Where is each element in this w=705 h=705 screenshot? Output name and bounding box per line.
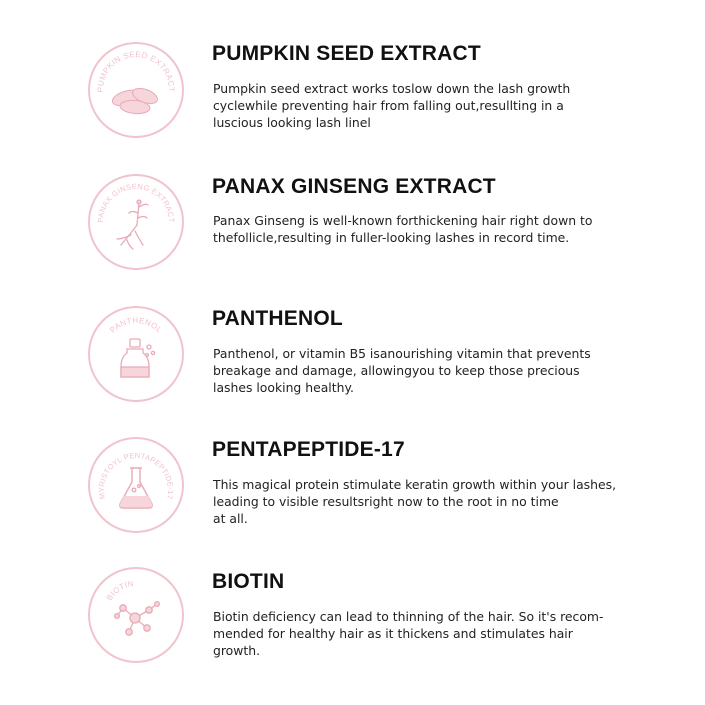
desc-line: thefollicle,resulting in fuller-looking lashes in record time. xyxy=(213,230,570,245)
desc-line: luscious looking lash linel xyxy=(213,115,371,130)
svg-text:MYRISTOYL PENTAPEPTIDE-17 xyxy=(97,451,175,500)
desc-line: breakage and damage, allowingyou to keep those precious xyxy=(213,363,580,378)
desc-line: Pumpkin seed extract works toslow down the lash growth xyxy=(213,81,571,96)
panthenol-badge-text: PANTHENOL xyxy=(108,315,164,335)
biotin-badge-text: BIOTIN xyxy=(104,579,135,603)
svg-text:PANTHENOL xyxy=(108,316,164,335)
pentapeptide-title: PENTAPEPTIDE-17 xyxy=(212,438,405,461)
biotin-title: BIOTIN xyxy=(212,570,285,593)
desc-line: Panax Ginseng is well-known forthickening hair right down to xyxy=(213,213,593,228)
panax-ginseng-badge xyxy=(87,173,185,271)
biotin-description xyxy=(213,608,604,659)
desc-line: at all. xyxy=(213,511,248,526)
pentapeptide-badge-text: MYRISTOYL PENTAPEPTIDE-17 xyxy=(96,450,176,501)
pumpkin-seed-title: PUMPKIN SEED EXTRACT xyxy=(212,42,481,65)
flask-icon xyxy=(120,468,153,508)
pumpkin-seed-badge-text: PUMPKIN SEED EXTRACT xyxy=(95,49,177,93)
molecule-icon xyxy=(115,602,160,636)
panthenol-title: PANTHENOL xyxy=(212,307,343,330)
panax-ginseng-title: PANAX GINSENG EXTRACT xyxy=(212,175,496,198)
desc-line: Panthenol, or vitamin B5 isanourishing vitamin that prevents xyxy=(213,346,591,361)
desc-line: This magical protein stimulate keratin growth within your lashes, xyxy=(213,477,617,492)
desc-line: Biotin deficiency can lead to thinning of the hair. So it's recom- xyxy=(213,609,604,624)
svg-text:PANAX GINSENG EXTRACT xyxy=(96,182,176,223)
desc-line: cyclewhile preventing hair from falling out,resullting in a xyxy=(213,98,564,113)
panthenol-badge xyxy=(87,305,185,403)
svg-text:BIOTIN xyxy=(105,579,135,602)
pentapeptide-description xyxy=(213,476,617,527)
desc-line: growth. xyxy=(213,643,261,658)
pumpkin-seed-badge xyxy=(87,41,185,139)
ginseng-root-icon xyxy=(117,200,148,249)
pentapeptide-badge xyxy=(87,436,185,534)
desc-line: leading to visible resultsright now to the root in no time xyxy=(213,494,559,509)
svg-text:PUMPKIN SEED EXTRACT xyxy=(96,50,176,93)
pumpkin-seeds-icon xyxy=(111,85,160,114)
desc-line: mended for healthy hair as it thickens and stimulates hair xyxy=(213,626,573,641)
panthenol-description xyxy=(213,345,598,396)
biotin-badge xyxy=(87,566,185,664)
panax-ginseng-description xyxy=(213,212,598,246)
serum-bottle-icon xyxy=(121,339,155,377)
desc-line: lashes looking healthy. xyxy=(213,380,354,395)
panax-ginseng-badge-text: PANAX GINSENG EXTRACT xyxy=(95,181,177,223)
pumpkin-seed-description xyxy=(213,80,598,131)
